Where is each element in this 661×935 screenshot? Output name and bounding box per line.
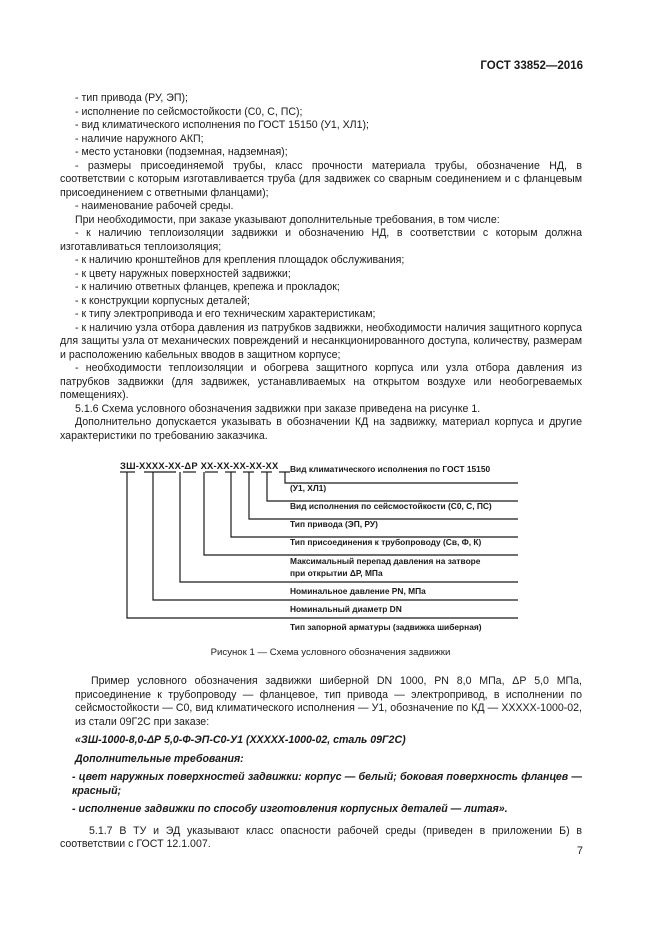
list-item: - к наличию теплоизоляции задвижки и обозначению НД, в соответствии с которым должна изготавливаться теплоизоляция;: [60, 227, 582, 253]
example-extra-2: - исполнение задвижки по способу изготовления корпусных деталей — литая».: [72, 803, 508, 815]
requirements-list: [60, 92, 582, 443]
list-item: - размеры присоединяемой трубы, класс прочности материала трубы, обозначение НД, в соответствии с которым изготавливается труба (для задвижек со сварным соединением и с фланцевым присоединением с ответными фланцами);: [60, 159, 582, 199]
figure-caption: Рисунок 1 — Схема условного обозначения задвижки: [210, 647, 451, 658]
label-nominal-diameter: Номинальный диаметр DN: [290, 604, 402, 614]
label-pressure-drop-unit: при открытии ΔР, МПа: [290, 568, 383, 578]
list-item: - к цвету наружных поверхностей задвижки;: [75, 267, 291, 280]
extra-requirements-intro: При необходимости, при заказе указывают дополнительные требования, в том числе:: [75, 213, 500, 226]
list-item: - наименование рабочей среды.: [75, 200, 234, 212]
list-item: - к наличию узла отбора давления из патрубков задвижки, необходимости наличия защитного корпуса для защиты узла от механических повреждений и несанкционированного доступа, количеству, размерам и расположению кабельных вводов в защитном корпусе;: [60, 321, 582, 361]
label-pressure-drop: Максимальный перепад давления на затворе: [290, 556, 481, 566]
label-drive: Тип привода (ЭП, РУ): [290, 519, 378, 529]
list-item: - наличие наружного АКП;: [75, 132, 204, 145]
label-seismic: Вид исполнения по сейсмостойкости (С0, С, ПС): [290, 501, 492, 511]
label-valve-type: Тип запорной арматуры (задвижка шиберная): [290, 622, 482, 632]
list-item: - исполнение по сейсмостойкости (С0, С, ПС);: [75, 105, 303, 118]
designation-code: ЗШ-ХХХХ-ХХ-ΔР ХХ-ХХ-ХХ-ХХ-ХХ: [120, 460, 279, 471]
list-item: - к наличию ответных фланцев, крепежа и прокладок;: [75, 281, 340, 293]
list-item: - к конструкции корпусных деталей;: [75, 294, 250, 307]
list-item: - вид климатического исполнения по ГОСТ 15150 (У1, ХЛ1);: [75, 119, 369, 131]
label-climatic: Вид климатического исполнения по ГОСТ 15150: [290, 464, 491, 474]
page-number: 7: [576, 845, 583, 857]
label-connection: Тип присоединения к трубопроводу (Св, Ф, К): [290, 537, 482, 547]
example-extra-title: Дополнительные требования:: [75, 752, 244, 765]
label-climatic-values: (У1, ХЛ1): [290, 483, 327, 493]
paragraph-5-1-6: 5.1.6 Схема условного обозначения задвижки при заказе приведена на рисунке 1.: [75, 402, 481, 415]
list-item: - необходимости теплоизоляции и обогрева защитного корпуса или узла отбора давления из патрубков задвижки (для задвижек, устанавливаемых на открытом воздухе или необогреваемых помещениях).: [60, 362, 582, 401]
example-designation: «ЗШ-1000-8,0-ΔР 5,0-Ф-ЭП-С0-У1 (ХХХХХ-1000-02, сталь 09Г2С): [75, 734, 406, 746]
list-item: - к типу электропривода и его техническим характеристикам;: [75, 308, 376, 320]
list-item: - место установки (подземная, надземная);: [75, 146, 288, 158]
paragraph-additional: Дополнительно допускается указывать в обозначении КД на задвижку, материал корпуса и другие характеристики по требованию заказчика.: [60, 416, 582, 442]
example-extra-1: - цвет наружных поверхностей задвижки: корпус — белый; боковая поверхность фланцев — красный;: [72, 771, 582, 797]
list-item: - тип привода (РУ, ЭП);: [75, 92, 188, 104]
page-header-standard: ГОСТ 33852—2016: [480, 60, 583, 72]
paragraph-5-1-7: 5.1.7 В ТУ и ЭД указывают класс опасности рабочей среды (приведен в приложении Б) в соответствии с ГОСТ 12.1.007.: [60, 824, 582, 850]
designation-scheme-figure: [108, 455, 528, 635]
label-nominal-pressure: Номинальное давление PN, МПа: [290, 586, 426, 596]
list-item: - к наличию кронштейнов для крепления площадок обслуживания;: [75, 254, 405, 266]
example-text: Пример условного обозначения задвижки шиберной DN 1000, PN 8,0 МПа, ΔР 5,0 МПа, присоединение к трубопроводу — фланцевое, тип привода — электропривод, в исполнении по сейсмостойкости — С0, вид климатического исполнения — У1, обозначение по КД — ХХХХХ-1000-02, из стали 09Г2С при заказе:: [75, 675, 582, 728]
example-block: [60, 675, 582, 852]
